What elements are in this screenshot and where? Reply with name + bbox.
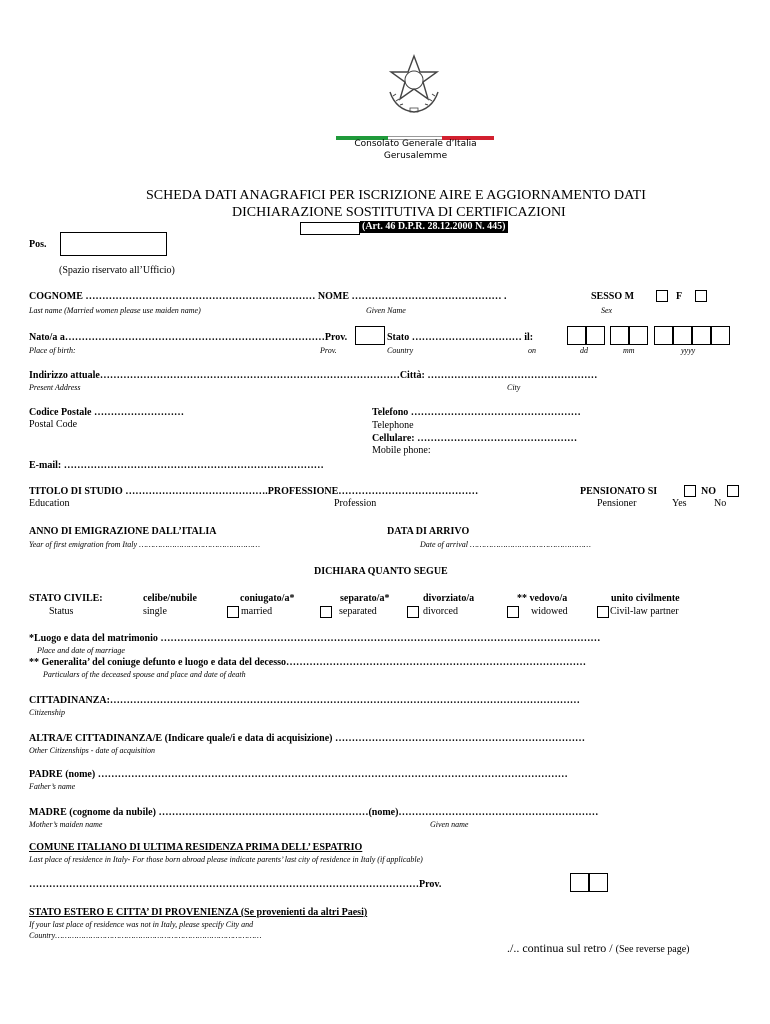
marital-status-sub: Status	[49, 606, 74, 617]
married-checkbox[interactable]	[227, 606, 239, 618]
deceased-spouse-field[interactable]: ** Generalita’ del coniuge defunto e luogo e data del decesso………………………………………………………………………………	[29, 657, 587, 668]
prov-sub: Prov.	[320, 346, 337, 355]
continue-note	[507, 941, 690, 956]
yyyy-sub: yyyy	[681, 346, 696, 355]
education-sub: Education	[29, 498, 70, 509]
given-name-sub: Given Name	[366, 306, 406, 315]
postal-code-sub: Postal Code	[29, 419, 78, 430]
arrival-date-field[interactable]: Date of arrival ……………………………………………	[420, 540, 591, 549]
widowed-checkbox[interactable]	[507, 606, 519, 618]
emigration-year-field[interactable]: Year of first emigration from Italy ……………………………………………	[29, 540, 261, 549]
father-sub: Father’s name	[29, 782, 76, 791]
sex-m-checkbox[interactable]	[656, 290, 668, 302]
consulate-name	[353, 138, 478, 162]
separated-sub: separated	[339, 606, 377, 617]
office-note: (Spazio riservato all’Ufficio)	[59, 265, 175, 276]
last-name-sub: Last name (Married women please use maiden name)	[29, 306, 201, 315]
telephone-sub: Telephone	[372, 420, 414, 431]
last-italian-residence-field[interactable]: ………………………………………………………………………………………………………Prov.	[29, 879, 442, 890]
other-citizenship-field[interactable]: ALTRA/E CITTADINANZA/E (Indicare quale/i e data di acquisizione) …………………………………………………………………	[29, 733, 585, 744]
email-field[interactable]: E-mail: ……………………………………………………………………	[29, 460, 324, 471]
mother-sub: Mother’s maiden name	[29, 820, 103, 829]
civil-union-checkbox[interactable]	[597, 606, 609, 618]
foreign-origin-field[interactable]: Country……………………………………………………………………………	[29, 931, 262, 940]
pos-box[interactable]	[60, 232, 167, 256]
tricolor-flag-bar	[336, 127, 494, 131]
civil-union-label: unito civilmente	[611, 593, 680, 604]
pensioner-no-label: NO	[701, 486, 716, 497]
postal-code-field[interactable]: Codice Postale ………………………	[29, 407, 184, 418]
consulate-line2: Gerusalemme	[383, 151, 448, 161]
citizenship-field[interactable]: CITTADINANZA:……………………………………………………………………………………………………………………………	[29, 695, 580, 706]
form-subtitle: DICHIARAZIONE SOSTITUTIVA DI CERTIFICAZIONI	[232, 205, 566, 220]
continue-text: ./.. continua sul retro /	[507, 941, 616, 955]
no-sub: No	[714, 498, 727, 509]
birthplace-field[interactable]: Nato/a a……………………………………………………………………Prov.	[29, 332, 348, 343]
surname-name-field[interactable]: COGNOME …………………………………………………………… NOME ……………………………………… .	[29, 291, 507, 302]
mother-given-sub: Given name	[430, 820, 469, 829]
marriage-field[interactable]: *Luogo e data del matrimonio ……………………………………………………………………………………………………………………	[29, 633, 601, 644]
last-italian-residence-title: COMUNE ITALIANO DI ULTIMA RESIDENZA PRIMA DELL’ ESPATRIO	[29, 842, 363, 853]
foreign-origin-title: STATO ESTERO E CITTA’ DI PROVENIENZA (Se provenienti da altri Paesi)	[29, 907, 368, 918]
birth-country-field[interactable]: Stato …………………………… il:	[387, 332, 534, 343]
separated-label: separato/a*	[340, 593, 390, 604]
mobile-sub: Mobile phone:	[372, 445, 431, 456]
widowed-sub: widowed	[531, 606, 568, 617]
mobile-field[interactable]: Cellulare: …………………………………………	[372, 433, 578, 444]
pensioner-yes-checkbox[interactable]	[684, 485, 696, 497]
father-field[interactable]: PADRE (nome) ……………………………………………………………………………………………………………………………	[29, 769, 568, 780]
marriage-sub: Place and date of marriage	[37, 646, 125, 655]
telephone-field[interactable]: Telefono ……………………………………………	[372, 407, 581, 418]
divorced-checkbox[interactable]	[407, 606, 419, 618]
form-title: SCHEDA DATI ANAGRAFICI PER ISCRIZIONE AIRE E AGGIORNAMENTO DATI	[146, 188, 646, 203]
married-label: coniugato/a*	[240, 593, 295, 604]
separated-checkbox[interactable]	[320, 606, 332, 618]
yes-sub: Yes	[672, 498, 687, 509]
on-sub: on	[528, 346, 536, 355]
consulate-line1: Consolato Generale d’Italia	[354, 139, 477, 149]
blank-box	[300, 222, 360, 235]
single-label: celibe/nubile	[143, 593, 197, 604]
see-reverse-text: (See reverse page)	[615, 944, 690, 955]
married-sub: married	[241, 606, 273, 617]
education-profession-field[interactable]: TITOLO DI STUDIO …………………………………….PROFESSIONE……………………………………	[29, 486, 479, 497]
civil-union-sub: Civil-law partner	[610, 606, 679, 617]
profession-sub: Profession	[334, 498, 377, 509]
place-of-birth-sub: Place of birth:	[29, 346, 76, 355]
pensioner-no-checkbox[interactable]	[727, 485, 739, 497]
pos-label: Pos.	[29, 239, 47, 250]
deceased-spouse-sub: Particulars of the deceased spouse and place and date of death	[43, 670, 246, 679]
address-sub: Present Address	[29, 383, 81, 392]
single-sub: single	[143, 606, 167, 617]
sex-f-label: F	[676, 291, 683, 302]
other-citizenship-sub: Other Citizenships - date of acquisition	[29, 746, 155, 755]
declares-heading: DICHIARA QUANTO SEGUE	[314, 566, 448, 577]
foreign-origin-sub1: If your last place of residence was not in Italy, please specify City and	[29, 920, 254, 929]
sex-label: SESSO M	[591, 291, 635, 302]
city-sub: City	[507, 383, 521, 392]
last-italian-residence-sub: Last place of residence in Italy- For those born abroad please indicate parents’ last city of residence in Italy (if applicable)	[29, 855, 423, 864]
divorced-sub: divorced	[423, 606, 458, 617]
country-sub: Country	[387, 346, 414, 355]
marital-status-label: STATO CIVILE:	[29, 593, 103, 604]
italian-emblem-logo	[384, 52, 444, 116]
prov-box[interactable]	[355, 326, 385, 345]
mm-sub: mm	[623, 346, 635, 355]
address-field[interactable]: Indirizzo attuale………………………………………………………………………………Città: ……………………………………………	[29, 370, 598, 381]
emigration-year-label: ANNO DI EMIGRAZIONE DALL’ITALIA	[29, 526, 217, 537]
arrival-date-label: DATA DI ARRIVO	[387, 526, 470, 537]
widowed-label: ** vedovo/a	[517, 593, 568, 604]
mother-field[interactable]: MADRE (cognome da nubile) ………………………………………………………(nome)……………………………………………………	[29, 807, 599, 818]
pensioner-label: PENSIONATO SI	[580, 486, 658, 497]
law-reference: (Art. 46 D.P.R. 28.12.2000 N. 445)	[362, 221, 506, 232]
dd-sub: dd	[580, 346, 588, 355]
sex-f-checkbox[interactable]	[695, 290, 707, 302]
citizenship-sub: Citizenship	[29, 708, 66, 717]
divorced-label: divorziato/a	[423, 593, 475, 604]
pensioner-sub: Pensioner	[597, 498, 637, 509]
sex-sub: Sex	[601, 306, 613, 315]
